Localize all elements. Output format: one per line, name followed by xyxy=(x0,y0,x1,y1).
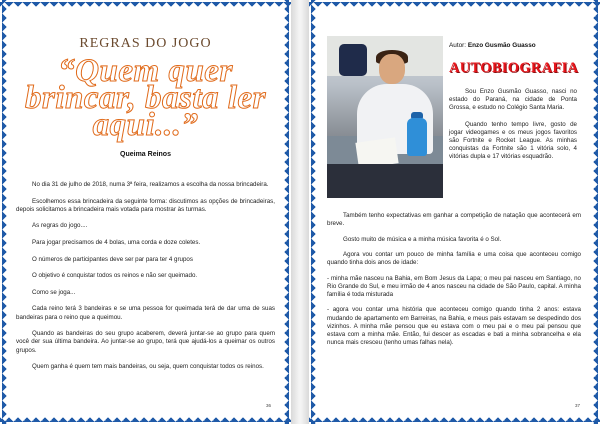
paragraph: - minha mãe nasceu na Bahia, em Bom Jesus da Lapa; o meu pai nasceu em Santiago, no Rio Grande do Sul, e meu irmão de 4 anos nasceu na cidade de São Paulo, capital. A minha família é toda misturada xyxy=(327,274,581,298)
autobiography-title: AUTOBIOGRAFIA xyxy=(449,60,579,76)
triangle-border-top xyxy=(0,2,291,11)
paragraph: Escolhemos essa brincadeira da seguinte forma: discutimos as opções de brincadeiras, depois solicitamos a brincadeira mais votada para mostrar às turmas. xyxy=(16,197,275,213)
game-subheading: Queima Reinos xyxy=(120,151,171,158)
paragraph: Sou Enzo Gusmão Guasso, nasci no estado do Paraná, na cidade de Ponta Grossa, e estudo no Colégio Santa Maria. xyxy=(449,88,577,112)
left-page xyxy=(0,0,291,424)
paragraph: Gosto muito de música e a minha música favorita é o Sol. xyxy=(343,235,502,243)
right-full-text xyxy=(327,212,581,355)
paragraph: O objetivo é conquistar todos os reinos e não ser queimado. xyxy=(32,272,198,280)
paragraph: Como se joga... xyxy=(32,288,76,296)
page-number: 37 xyxy=(574,403,580,408)
paragraph: Para jogar precisamos de 4 bolas, uma corda e doze coletes. xyxy=(32,238,201,246)
right-column-text xyxy=(449,88,577,170)
left-content xyxy=(16,14,275,410)
paragraph: - agora vou contar uma história que aconteceu comigo quando tinha 2 anos: estava mudando de apartamento em Barreiras, na Bahia, e meus pais estavam se despedindo dos vizinhos. A minha mãe pensou que eu estava com o meu pai e o meu pai pensou que estava com a minha mãe. Então, fui descer as escadas e bati a minha sobrancelha e ela nunca mais cresceu (tenho umas falhas nela). xyxy=(327,306,581,347)
paragraph: As regras do jogo.... xyxy=(32,222,88,230)
triangle-border-bottom xyxy=(309,413,600,422)
right-page xyxy=(309,0,600,424)
paragraph: Quando tenho tempo livre, gosto de jogar videogames e os meus jogos favoritos são Fortnite e Rocket League. As minhas conquistas da Fortnite são 1 vitória solo, 4 vitórias dupla e 17 vitórias esquadrão. xyxy=(449,120,577,161)
triangle-border-right xyxy=(280,0,289,424)
paragraph: O números de participantes deve ser par para ter 4 grupos xyxy=(32,255,193,263)
author-label: Autor: xyxy=(449,42,467,49)
paragraph: Quando as bandeiras do seu grupo acaberem, deverá juntar-se ao grupo para quem você der sua última bandeira. Ao juntar-se ao grupo, terá que ajudá-los a queimar os outros grupos. xyxy=(16,330,275,354)
triangle-border-right xyxy=(589,0,598,424)
triangle-border-top xyxy=(309,2,600,11)
paragraph: Quem ganha é quem tem mais bandeiras, ou seja, quem conquistar todos os reinos. xyxy=(32,363,264,371)
big-title: “Quem quer brincar, basta ler aqui...” xyxy=(25,53,266,143)
triangle-border-left xyxy=(2,0,11,424)
triangle-border-bottom xyxy=(0,413,291,422)
page-number: 36 xyxy=(265,403,271,408)
triangle-border-left xyxy=(311,0,320,424)
paragraph: Cada reino terá 3 bandeiras e se uma pessoa for queimada terá de dar uma de suas bandeiras para o reino que a queimou. xyxy=(16,305,275,321)
paragraph: No dia 31 de julho de 2018, numa 3ª feira, realizamos a escolha da nossa brincadeira. xyxy=(32,181,269,188)
paragraph: Também tenho expectativas em ganhar a competição de natação que acontecerá em breve. xyxy=(327,212,581,228)
paragraph: Agora vou contar um pouco de minha família e uma coisa que aconteceu comigo quando tinha dois anos de idade: xyxy=(327,250,581,267)
book-gutter xyxy=(291,0,309,424)
rules-heading: REGRAS DO JOGO xyxy=(79,36,212,51)
author-name: Enzo Gusmão Guasso xyxy=(467,42,536,49)
author-line xyxy=(449,42,536,49)
left-body xyxy=(16,181,275,371)
student-photo xyxy=(327,36,443,198)
